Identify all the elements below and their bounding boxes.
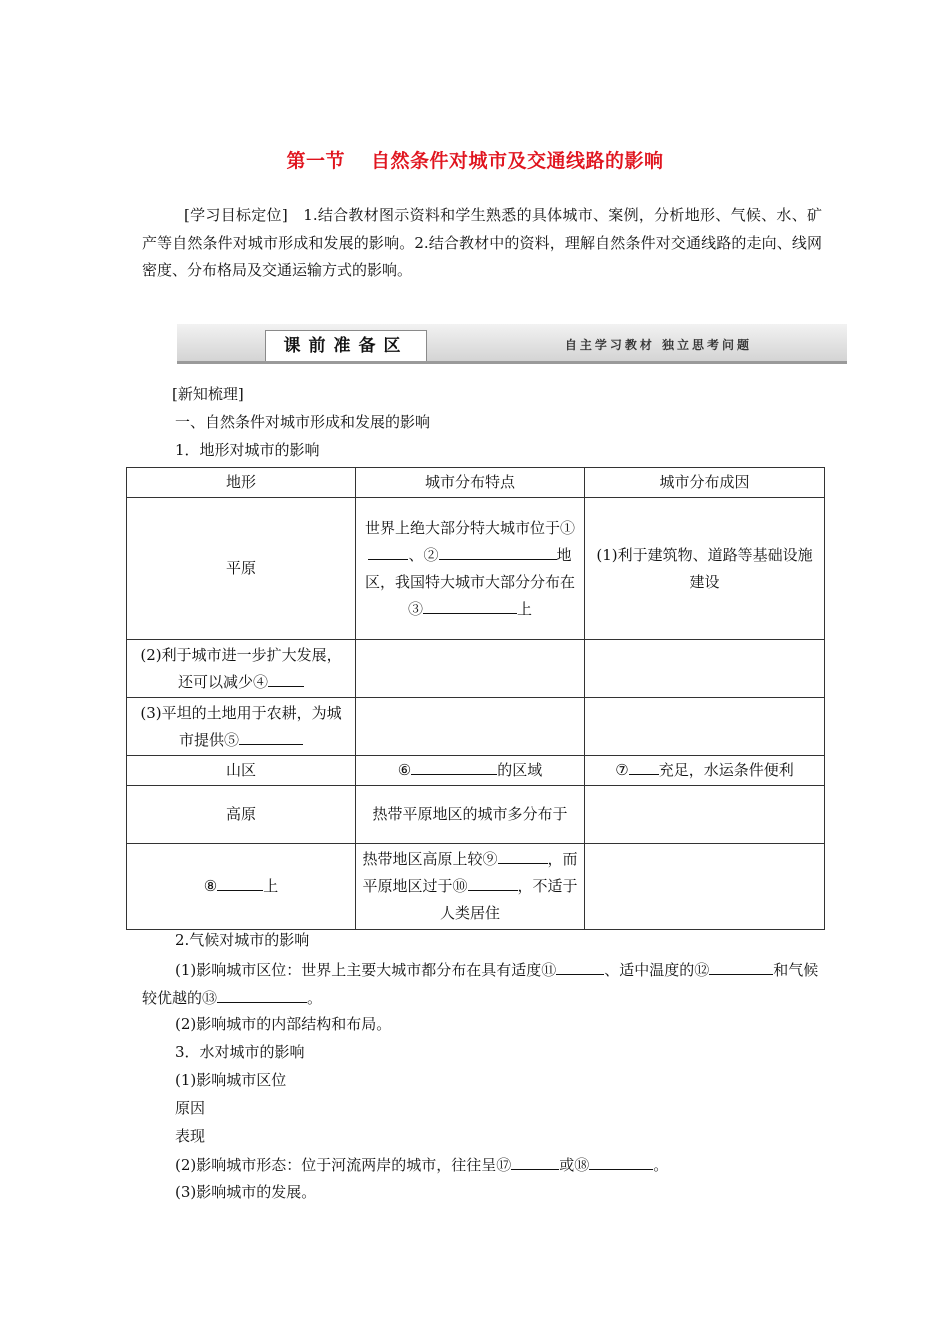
table-cell: 热带地区高原上较⑨ ，而平原地区过于⑩ ，不适于人类居住 (356, 844, 585, 930)
banner-slogan: 自主学习教材 独立思考问题 (564, 338, 752, 352)
table-cell: 平原 (127, 498, 356, 640)
blank (468, 875, 508, 891)
banner-tab: 课前准备区 (265, 330, 427, 361)
blank (743, 959, 773, 975)
table-row (127, 756, 825, 786)
blank (511, 1154, 559, 1170)
table-cell: ⑦ 充足，水运条件便利 (585, 756, 825, 786)
blank (509, 544, 557, 560)
climate-paragraph-2: (2)影响城市的内部结构和布局。 (175, 1015, 392, 1033)
table-cell (585, 698, 825, 756)
blank (556, 959, 604, 975)
page-title (0, 146, 950, 173)
table-header: 城市分布特点 (356, 468, 585, 498)
blank (423, 598, 507, 614)
water-heading: 3．水对城市的影响 (175, 1043, 305, 1061)
table-row (127, 640, 825, 698)
blank (538, 848, 548, 864)
heading-1: 一、自然条件对城市形成和发展的影响 (175, 413, 431, 431)
blank (411, 759, 497, 775)
table-header: 城市分布成因 (585, 468, 825, 498)
table-cell: (3)平坦的土地用于农耕，为城市提供⑤ (127, 698, 356, 756)
section-number: 第一节 (286, 150, 345, 172)
climate-paragraph-1: (1)影响城市区位：世界上主要大城市都分布在具有适度⑪ 、适中温度的⑫ 和气候较优越的⑬ 。 (142, 961, 819, 1007)
blank (439, 544, 509, 560)
table-row (127, 698, 825, 756)
section-banner (177, 324, 847, 364)
table-cell (356, 698, 585, 756)
section-label: [新知梳理] (172, 385, 244, 403)
water-paragraph-1: (1)影响城市区位 (175, 1071, 287, 1089)
blank (507, 598, 517, 614)
table-cell: ⑧ 上 (127, 844, 356, 930)
table-cell: 山区 (127, 756, 356, 786)
blank (217, 987, 307, 1003)
water-paragraph-2: (2)影响城市形态：位于河流两岸的城市，往往呈⑰ 或⑱ 。 (175, 1156, 669, 1174)
section-heading: 自然条件对城市及交通线路的影响 (371, 150, 664, 172)
table-cell: 高原 (127, 786, 356, 844)
table-row (127, 786, 825, 844)
water-reason-label: 原因 (175, 1099, 206, 1117)
water-paragraph-3: (3)影响城市的发展。 (175, 1183, 317, 1201)
blank (268, 671, 304, 687)
climate-heading: 2.气候对城市的影响 (175, 931, 310, 949)
table-cell (585, 786, 825, 844)
table-cell: (2)利于城市进一步扩大发展，还可以减少④ (127, 640, 356, 698)
table-header: 地形 (127, 468, 356, 498)
heading-1-1: 1．地形对城市的影响 (175, 441, 320, 459)
table-row (127, 844, 825, 930)
blank (629, 759, 659, 775)
blank (709, 959, 743, 975)
blank (239, 729, 303, 745)
table-cell: ⑥ 的区域 (356, 756, 585, 786)
blank (498, 848, 538, 864)
blank (508, 875, 518, 891)
blank (368, 544, 408, 560)
terrain-table (126, 467, 825, 930)
table-cell (356, 640, 585, 698)
table-cell (585, 640, 825, 698)
table-cell: (1)利于建筑物、道路等基础设施建设 (585, 498, 825, 640)
table-cell: 热带平原地区的城市多分布于 (356, 786, 585, 844)
blank (589, 1154, 653, 1170)
table-cell: 世界上绝大部分特大城市位于①、② 地区，我国特大城市大部分分布在③ 上 (356, 498, 585, 640)
learning-objectives: [学习目标定位] 1.结合教材图示资料和学生熟悉的具体城市、案例，分析地形、气候、水、矿产等自然条件对城市形成和发展的影响。2.结合教材中的资料，理解自然条件对交通线路的走向、线网密度、分布格局及交通运输方式的影响。 (142, 206, 822, 279)
blank (217, 875, 263, 891)
table-header-row (127, 468, 825, 498)
table-row (127, 498, 825, 640)
table-cell (585, 844, 825, 930)
water-manifest-label: 表现 (175, 1127, 206, 1145)
